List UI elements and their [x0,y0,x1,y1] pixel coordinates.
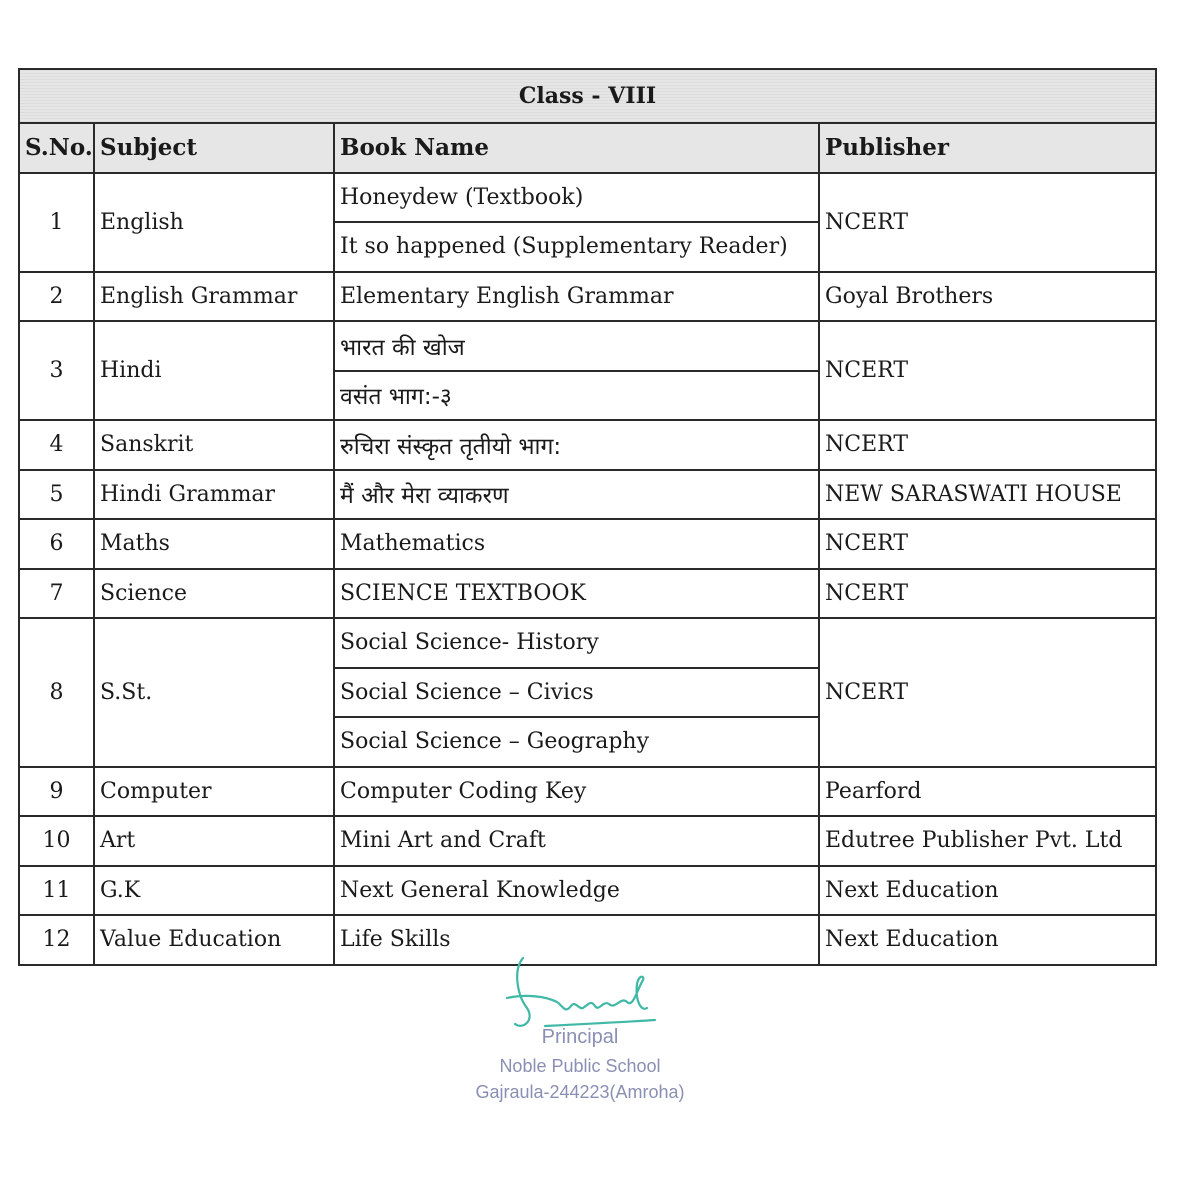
cell-publisher: NCERT [819,569,1156,619]
table-row [19,519,1156,569]
cell-book-name: It so happened (Supplementary Reader) [334,222,819,272]
cell-publisher: NCERT [819,618,1156,767]
cell-publisher: Edutree Publisher Pvt. Ltd [819,816,1156,866]
stamp-school: Noble Public School [499,1056,661,1076]
table-row [19,321,1156,371]
cell-subject: Value Education [94,915,334,965]
cell-book-name: Computer Coding Key [334,767,819,817]
cell-publisher: NCERT [819,420,1156,470]
cell-sno: 9 [19,767,94,817]
cell-publisher: Next Education [819,866,1156,916]
cell-publisher: NCERT [819,173,1156,272]
cell-publisher: NEW SARASWATI HOUSE [819,470,1156,520]
table-row [19,470,1156,520]
cell-publisher: NCERT [819,519,1156,569]
cell-subject: Computer [94,767,334,817]
cell-sno: 1 [19,173,94,272]
cell-publisher: Goyal Brothers [819,272,1156,322]
cell-sno: 4 [19,420,94,470]
cell-book-name: Life Skills [334,915,819,965]
table-row [19,272,1156,322]
header-row [19,123,1156,173]
header-publisher: Publisher [819,123,1156,173]
header-sno: S.No. [19,123,94,173]
cell-book-name: भारत की खोज [334,321,819,371]
table-row [19,618,1156,668]
cell-book-name: SCIENCE TEXTBOOK [334,569,819,619]
cell-book-name: Mini Art and Craft [334,816,819,866]
header-subject: Subject [94,123,334,173]
cell-book-name: Elementary English Grammar [334,272,819,322]
cell-book-name: मैं और मेरा व्याकरण [334,470,819,520]
table-row [19,866,1156,916]
cell-book-name: Next General Knowledge [334,866,819,916]
header-book-name: Book Name [334,123,819,173]
cell-book-name: Social Science- History [334,618,819,668]
cell-sno: 3 [19,321,94,420]
cell-subject: English Grammar [94,272,334,322]
cell-book-name: रुचिरा संस्कृत तृतीयो भाग: [334,420,819,470]
cell-subject: English [94,173,334,272]
cell-subject: G.K [94,866,334,916]
cell-sno: 2 [19,272,94,322]
cell-publisher: NCERT [819,321,1156,420]
cell-sno: 11 [19,866,94,916]
cell-sno: 12 [19,915,94,965]
cell-subject: S.St. [94,618,334,767]
booklist-table [18,68,1157,966]
cell-subject: Art [94,816,334,866]
table-row [19,420,1156,470]
cell-book-name: वसंत भाग:-३ [334,371,819,421]
stamp-address: Gajraula-244223(Amroha) [475,1082,685,1102]
cell-subject: Sanskrit [94,420,334,470]
cell-subject: Science [94,569,334,619]
cell-publisher: Pearford [819,767,1156,817]
cell-sno: 6 [19,519,94,569]
cell-subject: Hindi Grammar [94,470,334,520]
cell-book-name: Mathematics [334,519,819,569]
cell-sno: 5 [19,470,94,520]
class-title: Class - VIII [19,69,1156,123]
cell-subject: Maths [94,519,334,569]
principal-stamp [430,950,730,1110]
table-row [19,767,1156,817]
cell-subject: Hindi [94,321,334,420]
cell-sno: 7 [19,569,94,619]
cell-sno: 10 [19,816,94,866]
cell-sno: 8 [19,618,94,767]
cell-book-name: Social Science – Geography [334,717,819,767]
stamp-role: Principal [541,1026,619,1048]
table-row [19,569,1156,619]
table-row [19,816,1156,866]
cell-publisher: Next Education [819,915,1156,965]
cell-book-name: Honeydew (Textbook) [334,173,819,223]
table-row [19,173,1156,223]
cell-book-name: Social Science – Civics [334,668,819,718]
